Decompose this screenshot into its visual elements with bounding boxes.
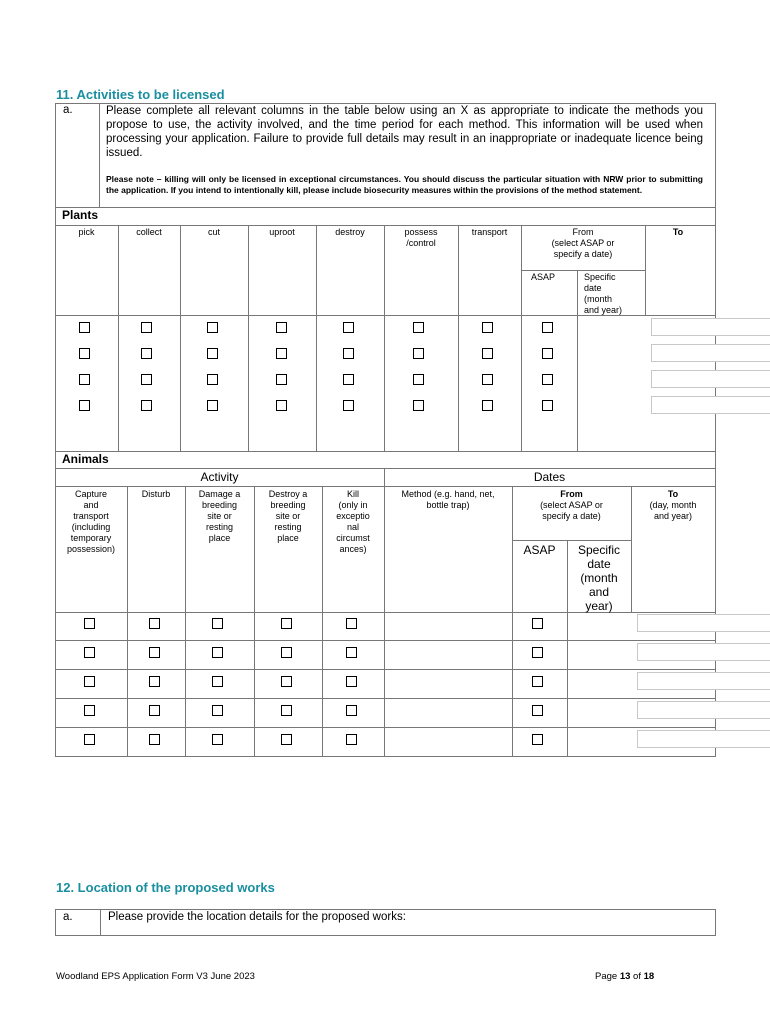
animals-damage-checkbox[interactable]: [212, 618, 223, 629]
plants-possess-checkbox[interactable]: [413, 322, 424, 333]
animals-col-disturb: Disturb: [141, 489, 171, 499]
animals-damage-checkbox[interactable]: [212, 676, 223, 687]
animals-capture-checkbox[interactable]: [84, 647, 95, 658]
page-current: 13: [619, 971, 631, 982]
section-12-heading: 12. Location of the proposed works: [56, 880, 275, 895]
animals-disturb-checkbox[interactable]: [149, 676, 160, 687]
animals-damage-checkbox[interactable]: [212, 705, 223, 716]
plants-col-cut: cut: [207, 227, 220, 237]
section-12-row-label: a.: [63, 911, 73, 923]
plants-uproot-checkbox[interactable]: [276, 374, 287, 385]
animals-damage-checkbox[interactable]: [212, 734, 223, 745]
plants-transport-checkbox[interactable]: [482, 348, 493, 359]
animals-to-date-field[interactable]: [637, 730, 770, 748]
plants-pick-checkbox[interactable]: [79, 322, 90, 333]
animals-kill-checkbox[interactable]: [346, 676, 357, 687]
plants-collect-checkbox[interactable]: [141, 374, 152, 385]
animals-asap-checkbox[interactable]: [532, 618, 543, 629]
plants-to-date-field[interactable]: [651, 370, 770, 388]
page-of: of: [630, 971, 644, 982]
animals-asap-checkbox[interactable]: [532, 705, 543, 716]
killing-note: Please note – killing will only be licensed in exceptional circumstances. You should discuss the particular situation with NRW prior to submitting the application. If you intend to intentionally kill, please include biosecurity measures within the provisions of the method statement.: [106, 174, 703, 195]
animals-disturb-checkbox[interactable]: [149, 734, 160, 745]
animals-destroy-checkbox[interactable]: [281, 647, 292, 658]
plants-col-to: To: [672, 227, 684, 237]
plants-transport-checkbox[interactable]: [482, 322, 493, 333]
plants-to-date-field[interactable]: [651, 318, 770, 336]
plants-col-collect: collect: [136, 227, 162, 237]
plants-cut-checkbox[interactable]: [207, 348, 218, 359]
plants-col-specific-date: Specific date (month and year): [584, 272, 623, 315]
plants-uproot-checkbox[interactable]: [276, 322, 287, 333]
plants-transport-checkbox[interactable]: [482, 400, 493, 411]
animals-col-asap: ASAP: [523, 543, 556, 557]
animals-destroy-checkbox[interactable]: [281, 734, 292, 745]
location-prompt: Please provide the location details for the proposed works:: [108, 911, 406, 923]
plants-col-uproot: uproot: [269, 227, 295, 237]
animals-title: Animals: [62, 452, 109, 466]
plants-col-transport: transport: [471, 227, 508, 237]
animals-disturb-checkbox[interactable]: [149, 705, 160, 716]
animals-to-date-field[interactable]: [637, 672, 770, 690]
animals-activity-header: Activity: [200, 470, 239, 484]
plants-possess-checkbox[interactable]: [413, 348, 424, 359]
animals-col-specific-date: Specific date (month and year): [577, 543, 621, 613]
animals-to-date-field[interactable]: [637, 614, 770, 632]
plants-destroy-checkbox[interactable]: [343, 374, 354, 385]
plants-collect-checkbox[interactable]: [141, 400, 152, 411]
animals-asap-checkbox[interactable]: [532, 647, 543, 658]
plants-possess-checkbox[interactable]: [413, 374, 424, 385]
animals-col-destroy: Destroy a breeding site or resting place: [268, 489, 308, 543]
plants-col-destroy: destroy: [335, 227, 365, 237]
animals-col-damage: Damage a breeding site or resting place: [198, 489, 241, 543]
plants-pick-checkbox[interactable]: [79, 348, 90, 359]
animals-kill-checkbox[interactable]: [346, 618, 357, 629]
animals-destroy-checkbox[interactable]: [281, 618, 292, 629]
section-11-heading: 11. Activities to be licensed: [56, 87, 225, 102]
animals-col-kill: Kill (only in exceptio nal circumst ances): [336, 489, 370, 554]
animals-destroy-checkbox[interactable]: [281, 705, 292, 716]
animals-col-method: Method (e.g. hand, net, bottle trap): [401, 489, 495, 510]
animals-damage-checkbox[interactable]: [212, 647, 223, 658]
animals-to-title: To: [667, 489, 679, 499]
plants-cut-checkbox[interactable]: [207, 322, 218, 333]
plants-col-from: From (select ASAP or specify a date): [551, 227, 615, 259]
animals-capture-checkbox[interactable]: [84, 676, 95, 687]
plants-col-pick: pick: [78, 227, 95, 237]
animals-disturb-checkbox[interactable]: [149, 618, 160, 629]
footer-document-title: Woodland EPS Application Form V3 June 2023: [56, 971, 255, 982]
animals-capture-checkbox[interactable]: [84, 618, 95, 629]
plants-destroy-checkbox[interactable]: [343, 322, 354, 333]
plants-pick-checkbox[interactable]: [79, 374, 90, 385]
plants-asap-checkbox[interactable]: [542, 374, 553, 385]
animals-to-date-field[interactable]: [637, 643, 770, 661]
animals-asap-checkbox[interactable]: [532, 734, 543, 745]
animals-dates-header: Dates: [533, 470, 566, 484]
plants-pick-checkbox[interactable]: [79, 400, 90, 411]
animals-from-subtitle: (select ASAP or specify a date): [540, 500, 603, 521]
intro-paragraph: Please complete all relevant columns in the table below using an X as appropriate to indicate the methods you propose to use, the activity involved, and the time period for each method. This information will be used when processing your application. Failure to provide full details may result in an inappropriate or inadequate licence being issued.: [106, 105, 703, 159]
plants-uproot-checkbox[interactable]: [276, 400, 287, 411]
animals-col-capture: Capture and transport (including temporary possession): [66, 489, 116, 554]
animals-kill-checkbox[interactable]: [346, 734, 357, 745]
animals-from-title: From: [560, 489, 583, 499]
plants-cut-checkbox[interactable]: [207, 400, 218, 411]
section-11-row-label: a.: [63, 104, 73, 116]
animals-destroy-checkbox[interactable]: [281, 676, 292, 687]
plants-collect-checkbox[interactable]: [141, 322, 152, 333]
plants-col-possess: possess /control: [404, 227, 438, 248]
animals-kill-checkbox[interactable]: [346, 647, 357, 658]
page-total: 18: [643, 971, 655, 982]
animals-capture-checkbox[interactable]: [84, 705, 95, 716]
animals-to-date-field[interactable]: [637, 701, 770, 719]
plants-title: Plants: [62, 208, 99, 222]
plants-asap-checkbox[interactable]: [542, 400, 553, 411]
plants-destroy-checkbox[interactable]: [343, 400, 354, 411]
plants-col-asap: ASAP: [530, 272, 555, 282]
plants-to-date-field[interactable]: [651, 396, 770, 414]
animals-asap-checkbox[interactable]: [532, 676, 543, 687]
animals-kill-checkbox[interactable]: [346, 705, 357, 716]
plants-asap-checkbox[interactable]: [542, 348, 553, 359]
plants-uproot-checkbox[interactable]: [276, 348, 287, 359]
plants-possess-checkbox[interactable]: [413, 400, 424, 411]
plants-destroy-checkbox[interactable]: [343, 348, 354, 359]
page-prefix: Page: [595, 971, 620, 982]
footer-page-number: [595, 971, 654, 982]
animals-disturb-checkbox[interactable]: [149, 647, 160, 658]
plants-cut-checkbox[interactable]: [207, 374, 218, 385]
plants-to-date-field[interactable]: [651, 344, 770, 362]
plants-transport-checkbox[interactable]: [482, 374, 493, 385]
animals-capture-checkbox[interactable]: [84, 734, 95, 745]
plants-collect-checkbox[interactable]: [141, 348, 152, 359]
plants-asap-checkbox[interactable]: [542, 322, 553, 333]
animals-to-subtitle: (day, month and year): [649, 500, 697, 521]
